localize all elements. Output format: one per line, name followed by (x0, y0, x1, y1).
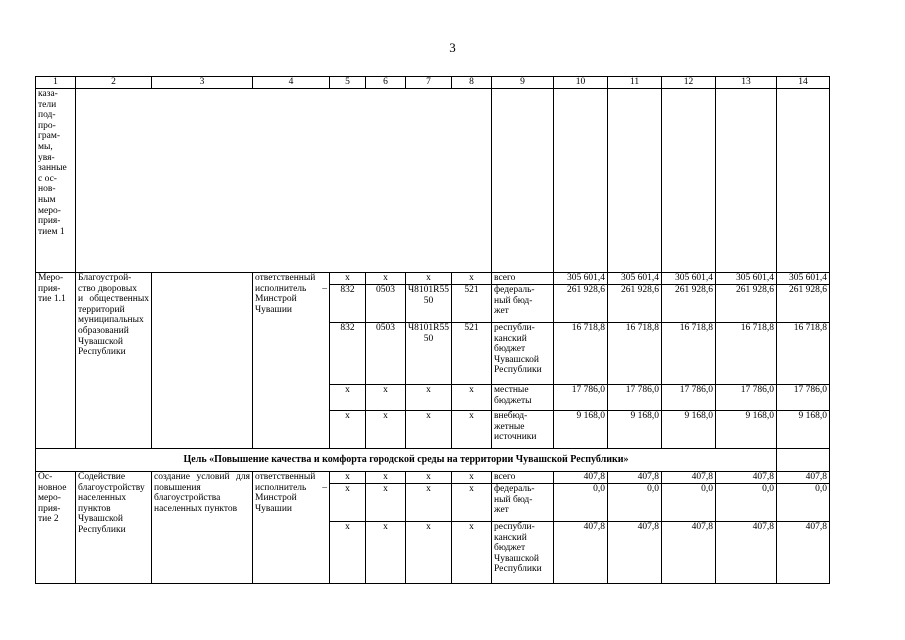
event-goal (152, 273, 253, 449)
section-code: x (366, 273, 406, 285)
amount-value: 17 786,0 (554, 385, 608, 411)
col-header: 10 (554, 77, 608, 89)
amount-value: 261 928,6 (777, 285, 830, 323)
amount-value: 261 928,6 (608, 285, 662, 323)
empty-cell (492, 89, 554, 273)
indicators-label: каза- тели под- про- грам- мы, увя- занные с ос- нов- ным меро- прия- тием 1 (36, 89, 76, 273)
amount-value: 305 601,4 (554, 273, 608, 285)
empty-cell (554, 89, 608, 273)
empty-cell (716, 89, 777, 273)
target-code: x (406, 273, 452, 285)
grbs-code: x (330, 484, 366, 522)
page-number: 3 (449, 40, 456, 55)
amount-value: 16 718,8 (662, 323, 716, 385)
empty-cell (777, 449, 830, 472)
funding-source: республи- канский бюджет Чувашской Республики (492, 323, 554, 385)
col-header: 13 (716, 77, 777, 89)
indicators-row (36, 89, 830, 273)
col-header: 9 (492, 77, 554, 89)
grbs-code: x (330, 411, 366, 449)
empty-cell (76, 89, 492, 273)
amount-value: 9 168,0 (554, 411, 608, 449)
grbs-code: x (330, 472, 366, 484)
amount-value: 407,8 (662, 472, 716, 484)
event-executor: ответственный исполнитель – Минстрой Чувашии (253, 273, 330, 449)
col-header: 7 (406, 77, 452, 89)
section-code: 0503 (366, 323, 406, 385)
goal-title: Цель «Повышение качества и комфорта городской среды на территории Чувашской Республики» (36, 449, 777, 472)
table-row (36, 472, 830, 484)
expense-code: x (452, 484, 492, 522)
amount-value: 16 718,8 (608, 323, 662, 385)
amount-value: 0,0 (716, 484, 777, 522)
amount-value: 9 168,0 (716, 411, 777, 449)
amount-value: 261 928,6 (554, 285, 608, 323)
target-code: x (406, 411, 452, 449)
funding-source: федераль- ный бюд- жет (492, 285, 554, 323)
grbs-code: x (330, 522, 366, 584)
amount-value: 17 786,0 (662, 385, 716, 411)
amount-value: 17 786,0 (608, 385, 662, 411)
section-code: x (366, 472, 406, 484)
col-header: 2 (76, 77, 152, 89)
grbs-code: x (330, 273, 366, 285)
amount-value: 407,8 (716, 522, 777, 584)
section-code: x (366, 522, 406, 584)
expense-code: x (452, 472, 492, 484)
target-code: x (406, 385, 452, 411)
budget-table (35, 76, 830, 584)
amount-value: 261 928,6 (662, 285, 716, 323)
table-body (36, 77, 830, 584)
col-header: 8 (452, 77, 492, 89)
expense-code: x (452, 273, 492, 285)
event-code: Меро- прия- тие 1.1 (36, 273, 76, 449)
amount-value: 407,8 (716, 472, 777, 484)
empty-cell (777, 89, 830, 273)
amount-value: 0,0 (608, 484, 662, 522)
section-code: x (366, 484, 406, 522)
amount-value: 305 601,4 (716, 273, 777, 285)
event-goal: создание условий для повышения благоустройства населенных пунктов (152, 472, 253, 584)
target-code: x (406, 484, 452, 522)
col-header: 4 (253, 77, 330, 89)
col-header: 5 (330, 77, 366, 89)
amount-value: 9 168,0 (608, 411, 662, 449)
amount-value: 407,8 (777, 472, 830, 484)
expense-code: 521 (452, 285, 492, 323)
amount-value: 305 601,4 (777, 273, 830, 285)
grbs-code: x (330, 385, 366, 411)
funding-source: всего (492, 273, 554, 285)
col-header: 12 (662, 77, 716, 89)
expense-code: x (452, 522, 492, 584)
funding-source: всего (492, 472, 554, 484)
amount-value: 9 168,0 (777, 411, 830, 449)
amount-value: 0,0 (554, 484, 608, 522)
goal-row (36, 449, 830, 472)
amount-value: 407,8 (554, 522, 608, 584)
col-header: 6 (366, 77, 406, 89)
expense-code: x (452, 385, 492, 411)
amount-value: 305 601,4 (608, 273, 662, 285)
funding-source: республи- канский бюджет Чувашской Республики (492, 522, 554, 584)
target-code: Ч8101R55 50 (406, 285, 452, 323)
amount-value: 17 786,0 (777, 385, 830, 411)
col-header: 3 (152, 77, 253, 89)
amount-value: 261 928,6 (716, 285, 777, 323)
target-code: x (406, 472, 452, 484)
expense-code: 521 (452, 323, 492, 385)
col-header: 14 (777, 77, 830, 89)
section-code: 0503 (366, 285, 406, 323)
header-row (36, 77, 830, 89)
amount-value: 407,8 (777, 522, 830, 584)
amount-value: 407,8 (554, 472, 608, 484)
amount-value: 9 168,0 (662, 411, 716, 449)
event-code: Ос- новное меро- прия- тие 2 (36, 472, 76, 584)
funding-source: местные бюджеты (492, 385, 554, 411)
expense-code: x (452, 411, 492, 449)
target-code: Ч8101R55 50 (406, 323, 452, 385)
section-code: x (366, 385, 406, 411)
table-row (36, 273, 830, 285)
funding-source: внебюд- жетные источники (492, 411, 554, 449)
amount-value: 16 718,8 (554, 323, 608, 385)
amount-value: 407,8 (662, 522, 716, 584)
funding-source: федераль- ный бюд- жет (492, 484, 554, 522)
amount-value: 0,0 (662, 484, 716, 522)
amount-value: 305 601,4 (662, 273, 716, 285)
event-name: Благоустрой- ство дворовых и общественных территорий муниципальных образований Чувашской Республики (76, 273, 152, 449)
amount-value: 17 786,0 (716, 385, 777, 411)
amount-value: 407,8 (608, 472, 662, 484)
grbs-code: 832 (330, 285, 366, 323)
amount-value: 16 718,8 (777, 323, 830, 385)
grbs-code: 832 (330, 323, 366, 385)
col-header: 11 (608, 77, 662, 89)
col-header: 1 (36, 77, 76, 89)
section-code: x (366, 411, 406, 449)
event-executor: ответственный исполнитель – Минстрой Чувашии (253, 472, 330, 584)
target-code: x (406, 522, 452, 584)
empty-cell (608, 89, 662, 273)
amount-value: 0,0 (777, 484, 830, 522)
empty-cell (662, 89, 716, 273)
amount-value: 407,8 (608, 522, 662, 584)
event-name: Содействие благоустройству населенных пунктов Чувашской Республики (76, 472, 152, 584)
amount-value: 16 718,8 (716, 323, 777, 385)
